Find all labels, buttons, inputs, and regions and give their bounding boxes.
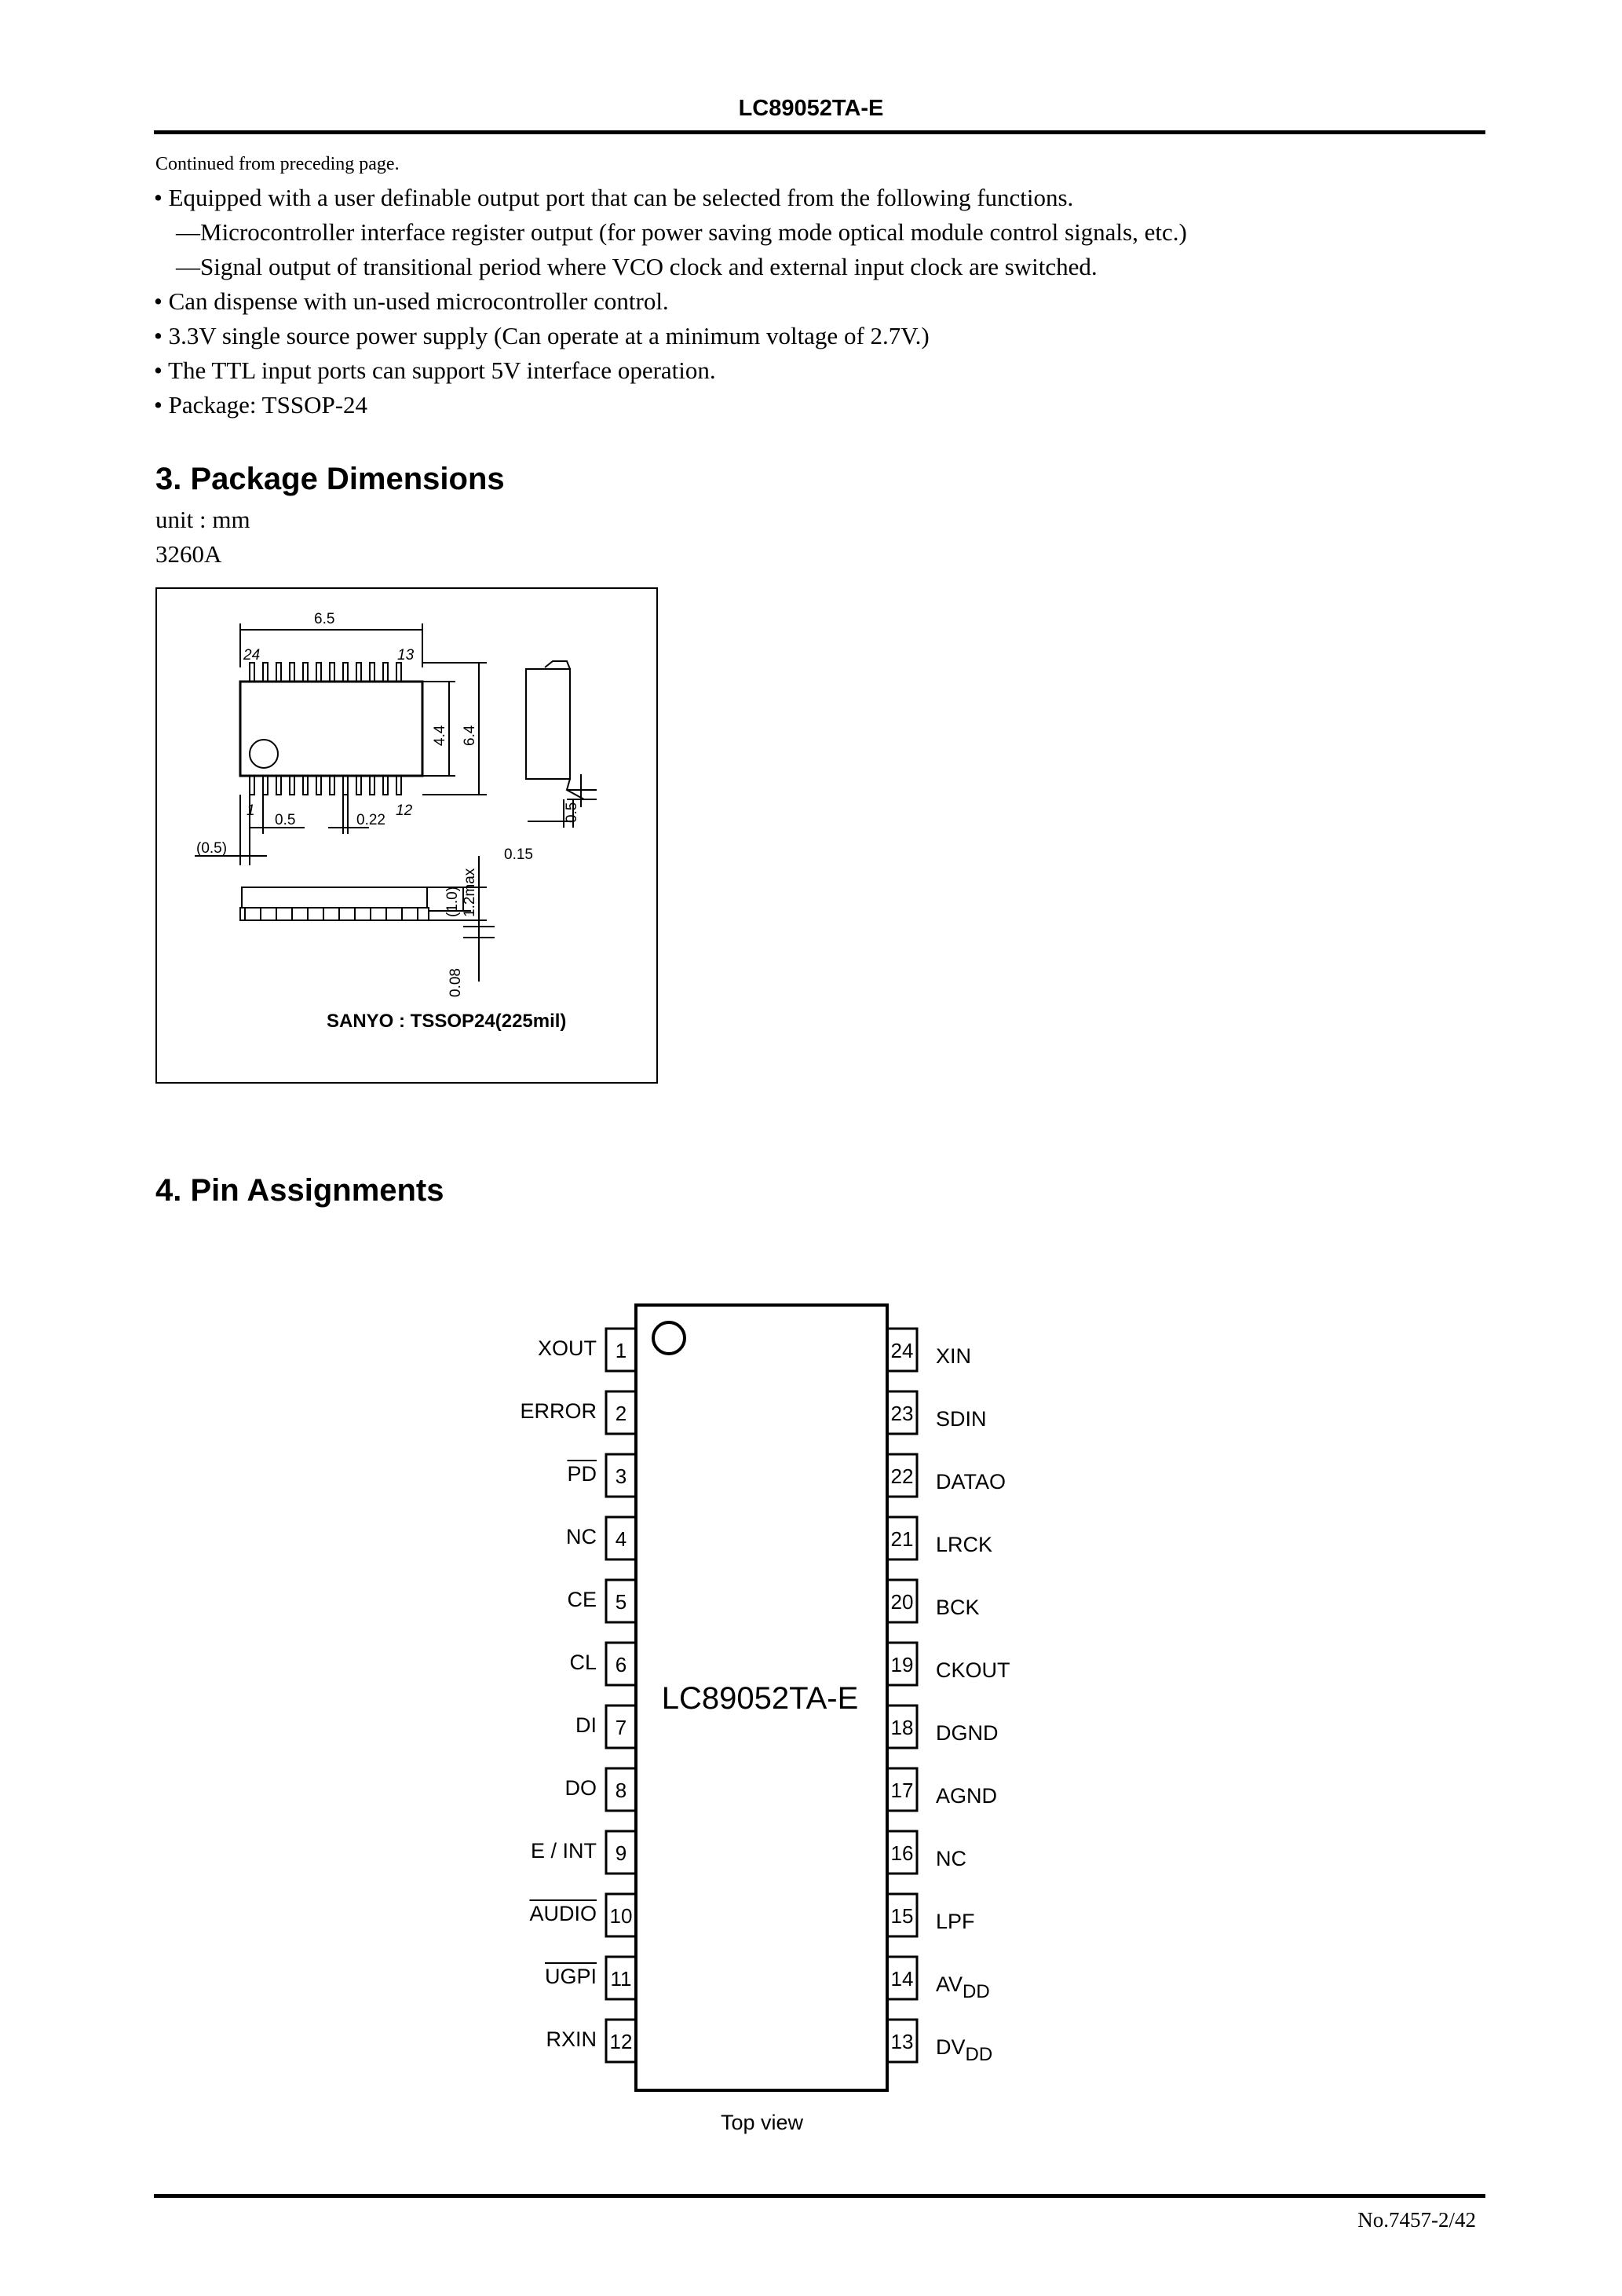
pin-left-2 — [520, 1391, 636, 1434]
continued-note: Continued from preceding page. — [155, 154, 400, 174]
section-heading-pins: 4. Pin Assignments — [155, 1173, 444, 1208]
pin-name: UGPI — [544, 1965, 597, 1988]
dim-body-height: 4.4 — [432, 725, 448, 746]
package-unit: unit : mm — [155, 506, 250, 533]
feature-item: • 3.3V single source power supply (Can operate at a minimum voltage of 2.7V.) — [154, 322, 930, 349]
pin-number: 1 — [615, 1339, 627, 1362]
pin-right-23 — [887, 1391, 987, 1434]
pin-name: NC — [566, 1525, 597, 1548]
pin-left-10 — [529, 1894, 636, 1936]
pin1-marker — [653, 1322, 685, 1354]
pin-number: 22 — [890, 1464, 914, 1488]
pin-label-13: 13 — [397, 647, 415, 664]
section-heading-package: 3. Package Dimensions — [155, 462, 505, 496]
pin-number: 12 — [609, 2030, 633, 2053]
pin-number: 6 — [615, 1653, 627, 1676]
pin-number: 17 — [890, 1779, 914, 1802]
pin-name: DVDD — [936, 2035, 993, 2065]
pin-left-11 — [545, 1957, 636, 1999]
feature-item: • Can dispense with un-used microcontroller control. — [154, 287, 669, 315]
pin-name: CL — [569, 1651, 597, 1674]
pin-label-24: 24 — [243, 647, 261, 664]
pin-name: AGND — [936, 1784, 998, 1808]
dim-lead-width: 0.22 — [356, 812, 385, 828]
pin-number: 18 — [890, 1716, 914, 1739]
pin-label-12: 12 — [396, 803, 413, 819]
pin-name: CKOUT — [936, 1658, 1010, 1682]
feature-item: • Equipped with a user definable output port that can be selected from the following functions. — [154, 184, 1074, 211]
pin-number: 8 — [615, 1779, 627, 1802]
pin-name: DATAO — [936, 1470, 1006, 1493]
dim-side-lead: 0.5 — [564, 802, 580, 823]
pin-left-3 — [567, 1454, 636, 1497]
pin-name: DI — [575, 1713, 597, 1737]
pin-number: 10 — [609, 1904, 633, 1928]
pin-name: E / INT — [530, 1839, 597, 1863]
pin-right-15 — [887, 1894, 975, 1936]
feature-subitem: —Microcontroller interface register output (for power saving mode optical module control signals, etc.) — [176, 218, 1187, 246]
footer-rule — [154, 2194, 1485, 2198]
pin-left-7 — [575, 1706, 636, 1748]
pin-left-4 — [566, 1517, 636, 1559]
pin-number: 14 — [890, 1967, 914, 1991]
pin-name: RXIN — [546, 2027, 597, 2051]
dim-lead-thickness: 0.15 — [504, 846, 533, 863]
page-header-title: LC89052TA-E — [738, 96, 884, 121]
pin-number: 2 — [615, 1402, 627, 1425]
pin-name: XOUT — [537, 1336, 597, 1360]
pin-number: 11 — [610, 1967, 632, 1991]
pin-name: DO — [564, 1776, 597, 1800]
pin-right-20 — [887, 1580, 980, 1622]
dim-total-height: 6.4 — [462, 725, 478, 746]
pin-left-12 — [546, 2020, 636, 2062]
pin-name: LRCK — [936, 1533, 993, 1556]
dim-max-height: 1.2max — [462, 868, 478, 917]
pin-number: 23 — [890, 1402, 914, 1425]
pin-right-21 — [887, 1517, 992, 1559]
package-code: 3260A — [155, 540, 222, 568]
pin-name: ERROR — [520, 1399, 597, 1423]
pin-left-5 — [567, 1580, 636, 1622]
pin-number: 19 — [890, 1653, 914, 1676]
pin-name: AVDD — [936, 1972, 990, 2002]
pin-number: 24 — [890, 1339, 914, 1362]
pin-right-24 — [887, 1329, 971, 1371]
pin-name: SDIN — [936, 1407, 987, 1431]
pin-number: 3 — [615, 1464, 627, 1488]
pin-name: BCK — [936, 1596, 980, 1619]
package-caption: SANYO : TSSOP24(225mil) — [327, 1011, 567, 1032]
pin-number: 9 — [615, 1841, 627, 1865]
pin-number: 5 — [615, 1590, 627, 1614]
pin-name: NC — [936, 1847, 966, 1870]
pin-name: CE — [567, 1588, 597, 1611]
pin-name: PD — [567, 1462, 597, 1486]
pin-right-13 — [887, 2020, 992, 2065]
pin-left-8 — [565, 1768, 637, 1811]
pin-label-1: 1 — [247, 803, 255, 819]
pin-right-22 — [887, 1454, 1006, 1497]
dim-standoff: 0.08 — [448, 968, 464, 997]
dim-pitch: 0.5 — [275, 812, 296, 828]
pin-number: 4 — [615, 1527, 627, 1551]
pin-left-1 — [538, 1329, 636, 1371]
pin-name: AUDIO — [529, 1902, 597, 1925]
pin-name: LPF — [936, 1910, 975, 1933]
dim-offset: (0.5) — [196, 840, 228, 857]
feature-subitem: —Signal output of transitional period where VCO clock and external input clock are switched. — [176, 253, 1098, 280]
pin-number: 13 — [890, 2030, 914, 2053]
dim-body-thickness: (1.0) — [444, 886, 461, 917]
pin-name: DGND — [936, 1721, 999, 1745]
pin-left-6 — [569, 1643, 636, 1685]
pin-right-14 — [887, 1957, 990, 2002]
pin-right-19 — [887, 1643, 1010, 1685]
view-label: Top view — [721, 2111, 804, 2134]
dim-width: 6.5 — [314, 611, 335, 627]
pin-number: 16 — [890, 1841, 914, 1865]
pin-name: XIN — [936, 1344, 972, 1368]
feature-item: • Package: TSSOP-24 — [154, 391, 368, 419]
pin-right-16 — [887, 1831, 966, 1874]
page-number: No.7457-2/42 — [1357, 2208, 1476, 2232]
pin-left-9 — [531, 1831, 636, 1874]
feature-item: • The TTL input ports can support 5V interface operation. — [154, 356, 716, 384]
pin-right-17 — [887, 1768, 997, 1811]
pin-number: 7 — [615, 1716, 627, 1739]
pin-right-18 — [887, 1706, 999, 1748]
pin-number: 20 — [890, 1590, 914, 1614]
pin-number: 15 — [890, 1904, 914, 1928]
pin-number: 21 — [890, 1527, 914, 1551]
chip-name: LC89052TA-E — [661, 1681, 859, 1716]
